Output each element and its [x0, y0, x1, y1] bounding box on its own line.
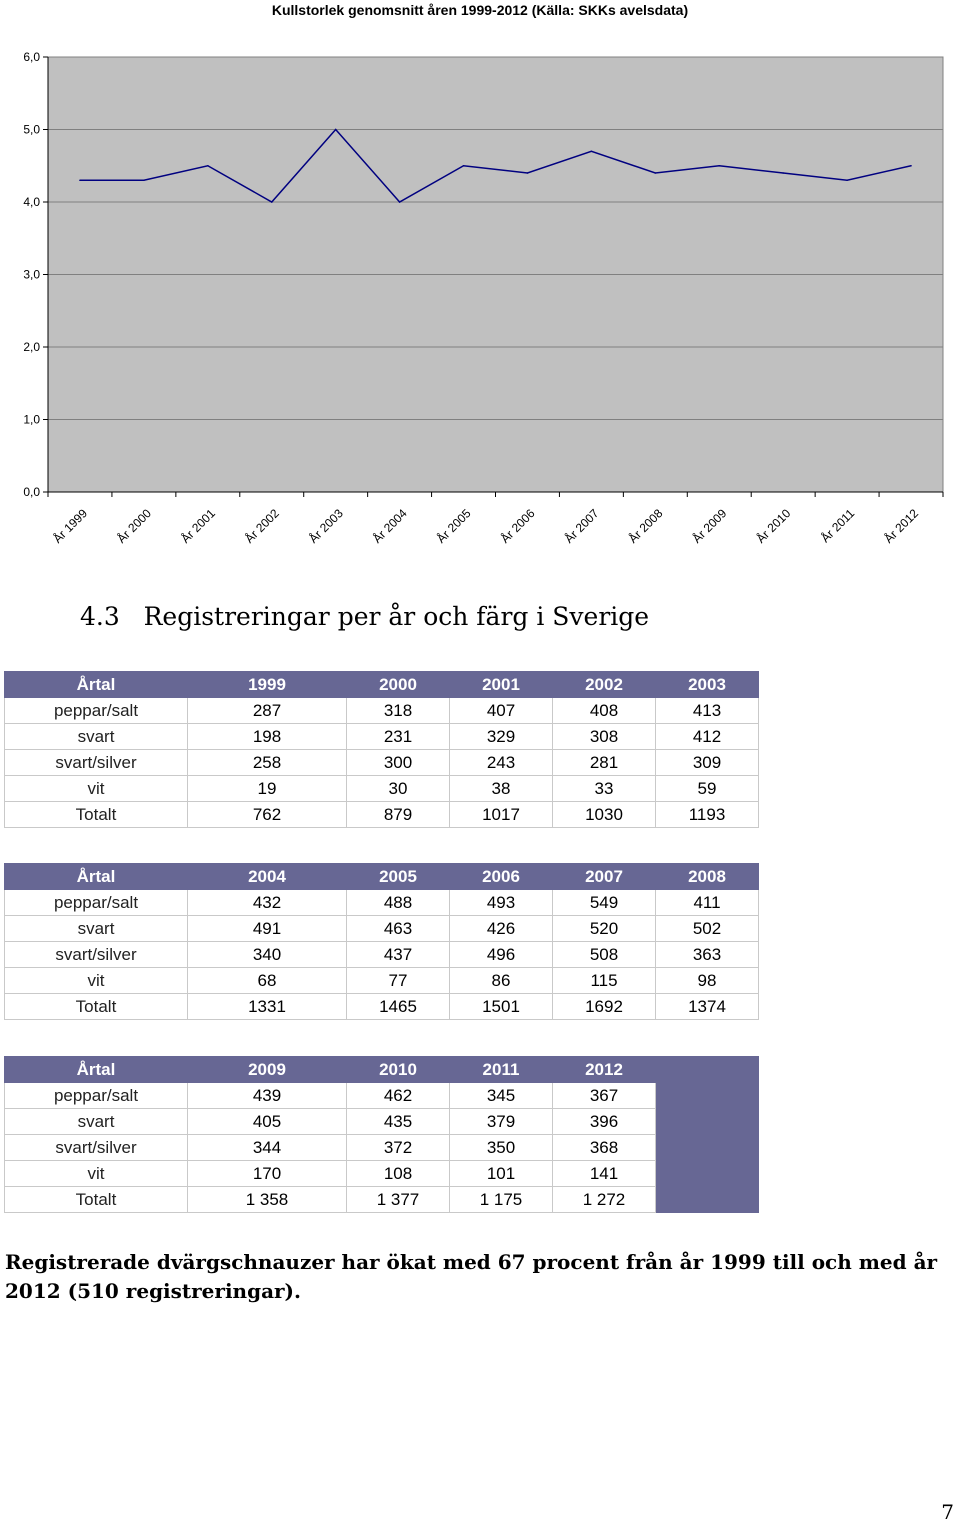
page-number: 7 [941, 1500, 954, 1524]
y-tick-label: 1,0 [23, 412, 40, 427]
header-year-cell: 2011 [450, 1057, 553, 1083]
value-cell: 549 [553, 890, 656, 916]
section-heading: 4.3 Registreringar per år och färg i Sverige [80, 602, 650, 631]
y-tick-label: 5,0 [23, 122, 40, 137]
value-cell: 38 [450, 776, 553, 802]
value-cell: 1465 [347, 994, 450, 1020]
value-cell: 308 [553, 724, 656, 750]
row-label-cell: svart [5, 916, 188, 942]
table-header-row [5, 672, 759, 698]
header-year-cell: 2008 [656, 864, 759, 890]
value-cell: 115 [553, 968, 656, 994]
header-year-cell: 2012 [553, 1057, 656, 1083]
table-header-row [5, 1057, 759, 1083]
value-cell: 141 [553, 1161, 656, 1187]
data-point [782, 172, 784, 174]
row-label-cell: Totalt [5, 802, 188, 828]
header-year-cell: 2005 [347, 864, 450, 890]
x-tick-label: År 2002 [242, 506, 282, 546]
x-tick-label: År 2009 [689, 506, 730, 546]
data-point [143, 179, 145, 181]
value-cell: 1017 [450, 802, 553, 828]
x-tick-label: År 2006 [497, 506, 538, 546]
data-point [207, 165, 209, 167]
data-point [399, 201, 401, 203]
value-cell: 1 272 [553, 1187, 656, 1213]
row-label-cell: Totalt [5, 994, 188, 1020]
value-cell: 408 [553, 698, 656, 724]
value-cell: 300 [347, 750, 450, 776]
value-cell: 496 [450, 942, 553, 968]
value-cell: 413 [656, 698, 759, 724]
value-cell: 368 [553, 1135, 656, 1161]
table-header-row [5, 864, 759, 890]
value-cell: 77 [347, 968, 450, 994]
x-tick-label: År 2007 [561, 506, 602, 546]
row-label-cell: peppar/salt [5, 1083, 188, 1109]
value-cell: 432 [188, 890, 347, 916]
value-cell: 340 [188, 942, 347, 968]
y-tick-label: 6,0 [23, 50, 40, 64]
table-row [5, 916, 759, 942]
data-point [79, 179, 81, 181]
row-label-cell: vit [5, 776, 188, 802]
value-cell [656, 1135, 759, 1161]
value-cell: 493 [450, 890, 553, 916]
x-tick-label: År 2001 [178, 506, 218, 546]
table-row [5, 994, 759, 1020]
table-row [5, 698, 759, 724]
data-point [910, 165, 912, 167]
registrations-table-1999-2003 [4, 671, 759, 828]
y-tick-label: 0,0 [23, 485, 40, 499]
table-row [5, 890, 759, 916]
x-tick-label: År 2012 [881, 506, 922, 546]
value-cell: 488 [347, 890, 450, 916]
header-year-cell: 2007 [553, 864, 656, 890]
y-tick-label: 3,0 [23, 267, 40, 282]
value-cell [656, 1109, 759, 1135]
table-row [5, 1135, 759, 1161]
value-cell: 345 [450, 1083, 553, 1109]
value-cell: 463 [347, 916, 450, 942]
table-row [5, 724, 759, 750]
row-label-cell: svart [5, 1109, 188, 1135]
value-cell: 1193 [656, 802, 759, 828]
data-point [527, 172, 529, 174]
value-cell: 1331 [188, 994, 347, 1020]
value-cell: 435 [347, 1109, 450, 1135]
x-tick-label: År 2011 [818, 506, 858, 546]
header-year-cell: 2004 [188, 864, 347, 890]
value-cell: 329 [450, 724, 553, 750]
data-point [655, 172, 657, 174]
x-tick-label: År 2005 [434, 506, 474, 546]
table-row [5, 776, 759, 802]
x-tick-label: År 2008 [625, 506, 666, 546]
value-cell: 33 [553, 776, 656, 802]
header-label-cell: Årtal [5, 672, 188, 698]
data-point [271, 201, 273, 203]
value-cell: 1 377 [347, 1187, 450, 1213]
x-tick-label: År 2003 [306, 506, 346, 546]
value-cell: 520 [553, 916, 656, 942]
value-cell: 30 [347, 776, 450, 802]
value-cell: 1030 [553, 802, 656, 828]
data-point [846, 179, 848, 181]
value-cell: 762 [188, 802, 347, 828]
value-cell: 344 [188, 1135, 347, 1161]
header-year-cell: 2003 [656, 672, 759, 698]
value-cell: 59 [656, 776, 759, 802]
row-label-cell: svart/silver [5, 750, 188, 776]
registrations-table-2009-2012 [4, 1056, 759, 1213]
value-cell: 363 [656, 942, 759, 968]
value-cell: 367 [553, 1083, 656, 1109]
value-cell [656, 1083, 759, 1109]
table-row [5, 1161, 759, 1187]
value-cell: 309 [656, 750, 759, 776]
data-point [335, 129, 337, 131]
row-label-cell: svart/silver [5, 1135, 188, 1161]
value-cell: 379 [450, 1109, 553, 1135]
value-cell: 405 [188, 1109, 347, 1135]
row-label-cell: svart/silver [5, 942, 188, 968]
value-cell: 101 [450, 1161, 553, 1187]
value-cell [656, 1161, 759, 1187]
header-year-cell: 2009 [188, 1057, 347, 1083]
header-year-cell [656, 1057, 759, 1083]
x-tick-label: År 2010 [753, 506, 794, 546]
table-row [5, 942, 759, 968]
table-row [5, 802, 759, 828]
header-year-cell: 2006 [450, 864, 553, 890]
value-cell: 1692 [553, 994, 656, 1020]
registrations-table-2004-2008 [4, 863, 759, 1020]
y-tick-label: 4,0 [23, 195, 40, 209]
value-cell: 1501 [450, 994, 553, 1020]
data-point [718, 165, 720, 167]
value-cell: 281 [553, 750, 656, 776]
value-cell: 287 [188, 698, 347, 724]
value-cell: 1 358 [188, 1187, 347, 1213]
value-cell: 231 [347, 724, 450, 750]
table-row [5, 1109, 759, 1135]
value-cell: 502 [656, 916, 759, 942]
x-tick-label: År 1999 [50, 506, 91, 546]
value-cell: 396 [553, 1109, 656, 1135]
table-row [5, 968, 759, 994]
row-label-cell: peppar/salt [5, 890, 188, 916]
header-year-cell: 2010 [347, 1057, 450, 1083]
value-cell: 108 [347, 1161, 450, 1187]
chart-title: Kullstorlek genomsnitt åren 1999-2012 (Källa: SKKs avelsdata) [271, 2, 689, 18]
y-tick-label: 2,0 [23, 340, 40, 354]
value-cell: 318 [347, 698, 450, 724]
value-cell: 372 [347, 1135, 450, 1161]
value-cell: 439 [188, 1083, 347, 1109]
data-point [591, 150, 593, 152]
value-cell: 1 175 [450, 1187, 553, 1213]
value-cell: 412 [656, 724, 759, 750]
table-row [5, 750, 759, 776]
value-cell [656, 1187, 759, 1213]
value-cell: 508 [553, 942, 656, 968]
data-point [463, 165, 465, 167]
value-cell: 407 [450, 698, 553, 724]
value-cell: 258 [188, 750, 347, 776]
value-cell: 98 [656, 968, 759, 994]
header-label-cell: Årtal [5, 1057, 188, 1083]
row-label-cell: svart [5, 724, 188, 750]
value-cell: 437 [347, 942, 450, 968]
value-cell: 86 [450, 968, 553, 994]
value-cell: 879 [347, 802, 450, 828]
value-cell: 68 [188, 968, 347, 994]
table-row [5, 1083, 759, 1109]
value-cell: 170 [188, 1161, 347, 1187]
row-label-cell: peppar/salt [5, 698, 188, 724]
conclusion-text: Registrerade dvärgschnauzer har ökat med 67 procent från år 1999 till och med år 2012 (510 registreringar). [5, 1250, 938, 1303]
x-tick-label: År 2004 [370, 506, 410, 546]
x-tick-label: År 2000 [114, 506, 155, 546]
value-cell: 19 [188, 776, 347, 802]
header-year-cell: 2001 [450, 672, 553, 698]
value-cell: 426 [450, 916, 553, 942]
value-cell: 1374 [656, 994, 759, 1020]
table-row [5, 1187, 759, 1213]
row-label-cell: Totalt [5, 1187, 188, 1213]
value-cell: 243 [450, 750, 553, 776]
litter-size-line-chart [0, 30, 960, 570]
row-label-cell: vit [5, 968, 188, 994]
value-cell: 198 [188, 724, 347, 750]
header-year-cell: 1999 [188, 672, 347, 698]
value-cell: 491 [188, 916, 347, 942]
value-cell: 411 [656, 890, 759, 916]
value-cell: 350 [450, 1135, 553, 1161]
header-year-cell: 2000 [347, 672, 450, 698]
value-cell: 462 [347, 1083, 450, 1109]
header-label-cell: Årtal [5, 864, 188, 890]
row-label-cell: vit [5, 1161, 188, 1187]
header-year-cell: 2002 [553, 672, 656, 698]
